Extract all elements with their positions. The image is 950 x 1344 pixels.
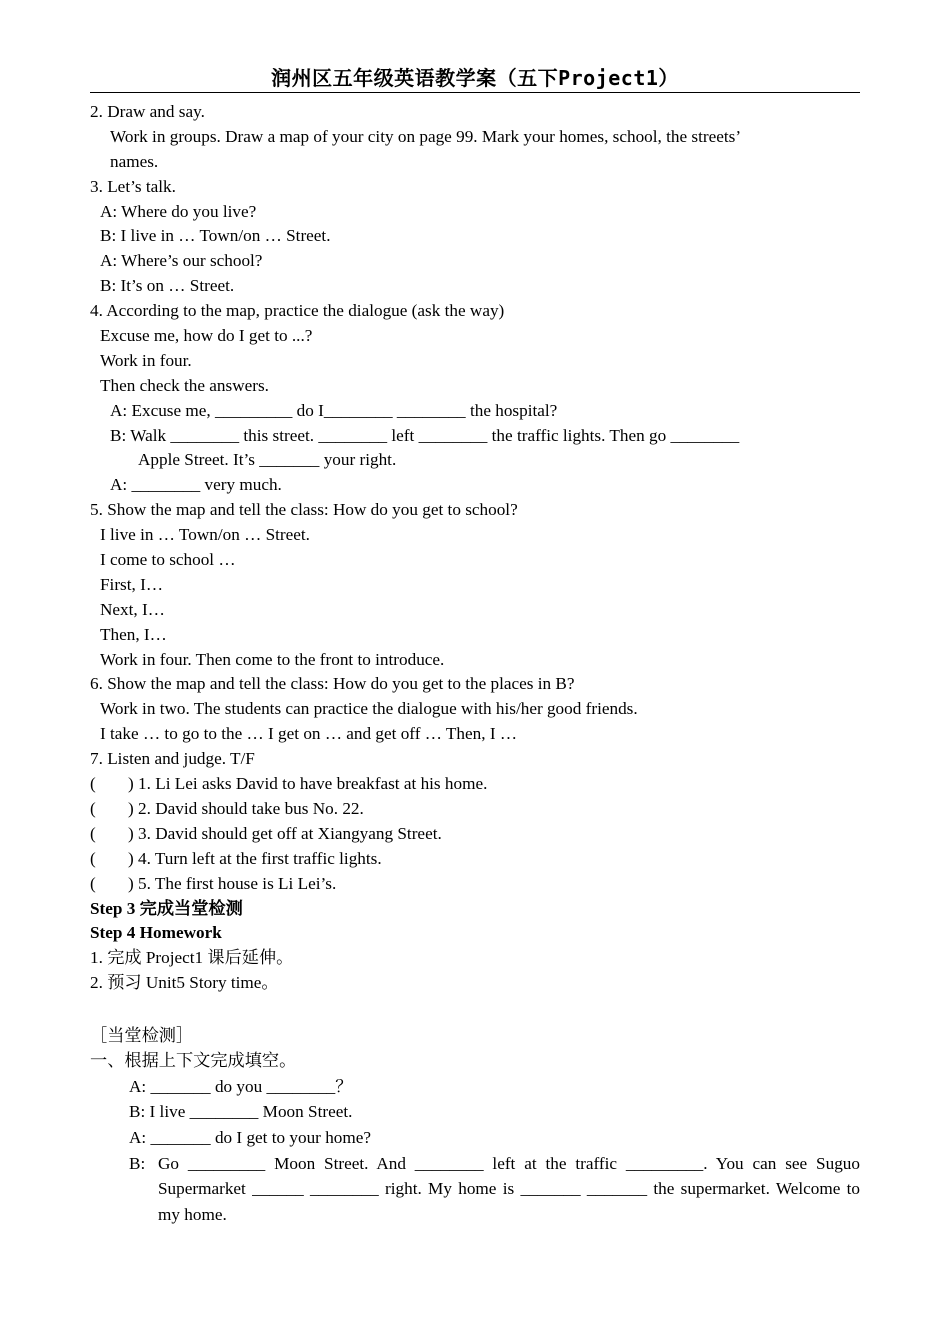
speaker-label: B:	[129, 1153, 146, 1173]
judge-paren: (	[90, 823, 96, 843]
test-section-title: 一、根据上下文完成填空。	[90, 1050, 297, 1070]
judge-paren: (	[90, 848, 96, 868]
test-fill-line: A: _______ do you ________？	[129, 1076, 353, 1096]
dialogue-line: B: It’s on … Street.	[100, 276, 235, 296]
test-fill-line: B: I live ________ Moon Street.	[129, 1102, 353, 1122]
instruction-line: Work in four.	[100, 350, 192, 370]
page-header: 润州区五年级英语教学案（五下Project1）	[90, 64, 860, 93]
instruction-line: I come to school …	[100, 550, 236, 570]
judge-item	[90, 847, 860, 872]
judge-item	[90, 797, 860, 822]
fill-blank-line: A: Excuse me, _________ do I________ ________ the hospital?	[110, 400, 558, 420]
test-paragraph	[90, 1151, 860, 1228]
item-2-text-cont: names.	[110, 151, 159, 171]
dialogue-line: B: I live in … Town/on … Street.	[100, 226, 331, 246]
test-paragraph-text: Go _________ Moon Street. And ________ left at the traffic _________. You can see Suguo Supermarket ______ ________ right. My home is _______ _______ the supermarket. Welcome to my home.	[158, 1153, 860, 1224]
fill-blank-line: Apple Street. It’s _______ your right.	[138, 450, 397, 470]
judge-paren: (	[90, 798, 96, 818]
judge-text: ) 1. Li Lei asks David to have breakfast at his home.	[128, 774, 488, 794]
instruction-line: Excuse me, how do I get to ...?	[100, 326, 313, 346]
test-fill-line: A: _______ do I get to your home?	[129, 1128, 372, 1148]
item-6-title: 6. Show the map and tell the class: How do you get to the places in B?	[90, 674, 575, 694]
judge-item	[90, 772, 860, 797]
test-title: ［当堂检测］	[90, 1026, 194, 1046]
item-4-title: 4. According to the map, practice the dialogue (ask the way)	[90, 301, 505, 321]
judge-paren: (	[90, 873, 96, 893]
judge-text: ) 3. David should get off at Xiangyang Street.	[128, 823, 442, 843]
fill-blank-line: B: Walk ________ this street. ________ left ________ the traffic lights. Then go ________	[110, 425, 740, 445]
homework-item: 1. 完成 Project1 课后延伸。	[90, 948, 294, 968]
judge-text: ) 4. Turn left at the first traffic lights.	[128, 848, 382, 868]
step-4-heading: Step 4 Homework	[90, 923, 222, 943]
judge-item	[90, 822, 860, 847]
item-2-text: Work in groups. Draw a map of your city on page 99. Mark your homes, school, the streets’	[110, 126, 742, 146]
step-3-heading: Step 3 完成当堂检测	[90, 898, 243, 918]
spacer	[90, 996, 860, 1021]
item-7-title: 7. Listen and judge. T/F	[90, 749, 255, 769]
judge-paren: (	[90, 774, 96, 794]
dialogue-line: A: Where’s our school?	[100, 251, 263, 271]
instruction-line: Then, I…	[100, 624, 167, 644]
instruction-line: Work in two. The students can practice the dialogue with his/her good friends.	[100, 699, 638, 719]
judge-text: ) 2. David should take bus No. 22.	[128, 798, 364, 818]
instruction-line: First, I…	[100, 574, 164, 594]
item-2-title: 2. Draw and say.	[90, 102, 205, 121]
document-body	[90, 100, 860, 1227]
instruction-line: I live in … Town/on … Street.	[100, 525, 310, 545]
judge-item	[90, 872, 860, 897]
homework-item: 2. 预习 Unit5 Story time。	[90, 973, 279, 993]
judge-text: ) 5. The first house is Li Lei’s.	[128, 873, 337, 893]
instruction-line: Next, I…	[100, 599, 165, 619]
item-3-title: 3. Let’s talk.	[90, 176, 176, 196]
instruction-line: Work in four. Then come to the front to introduce.	[100, 649, 445, 669]
instruction-line: Then check the answers.	[100, 375, 269, 395]
dialogue-line: A: Where do you live?	[100, 201, 257, 221]
instruction-line: I take … to go to the … I get on … and get off … Then, I …	[100, 724, 518, 744]
fill-blank-line: A: ________ very much.	[110, 475, 282, 495]
item-5-title: 5. Show the map and tell the class: How do you get to school?	[90, 500, 518, 520]
